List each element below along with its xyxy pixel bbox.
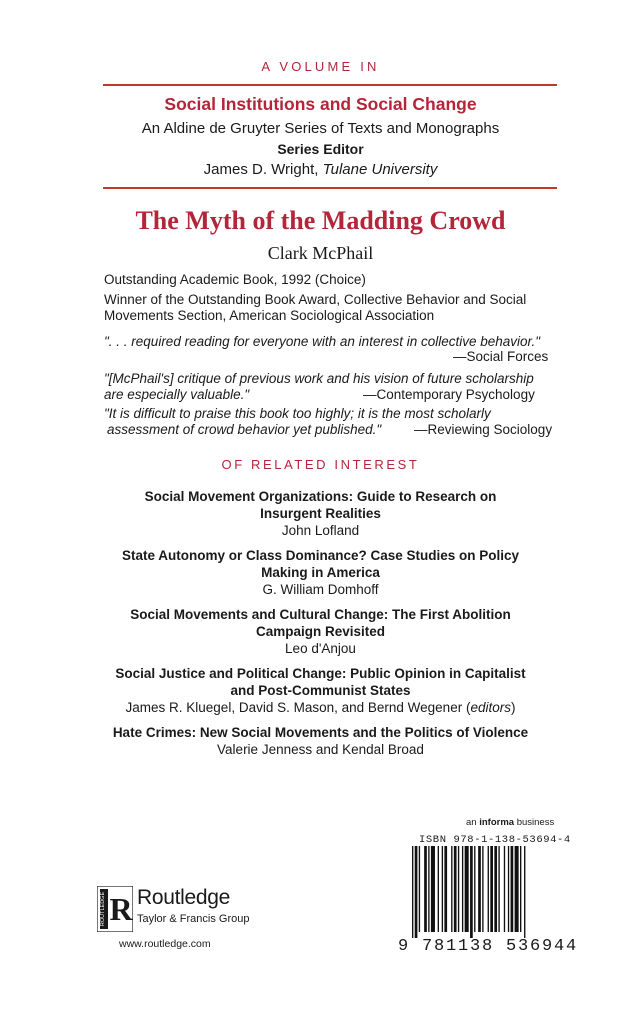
barcode-bar [508, 846, 509, 932]
publisher-url: www.routledge.com [119, 938, 211, 950]
informa-label [466, 817, 554, 828]
series-title: Social Institutions and Social Change [164, 94, 477, 114]
barcode-bar [438, 846, 439, 932]
middle-rule [103, 187, 557, 189]
related-author [0, 699, 641, 716]
isbn-text: ISBN 978-1-138-53694-4 [419, 834, 571, 846]
barcode-bar [451, 846, 452, 932]
related-author-names: James R. Kluegel, David S. Mason, and Bernd Wegener ( [125, 700, 471, 715]
related-title: Making in America [261, 565, 380, 580]
book-title: The Myth of the Madding Crowd [135, 206, 506, 235]
barcode-bars-icon [412, 846, 558, 938]
barcode-bar [474, 846, 475, 932]
barcode-bar [482, 846, 483, 932]
quote-source: —Reviewing Sociology [414, 422, 553, 437]
routledge-logo-icon [97, 886, 133, 932]
series-editor-name: James D. Wright, [203, 161, 323, 178]
top-rule [103, 84, 557, 86]
barcode-bar [412, 846, 413, 938]
barcode [398, 834, 579, 962]
related-title: Social Movements and Cultural Change: The First Abolition [130, 607, 511, 622]
barcode-bar [488, 846, 489, 932]
barcode-bar [494, 846, 497, 932]
barcode-bar [454, 846, 457, 932]
related-author: G. William Domhoff [262, 582, 379, 597]
series-volume-label: A VOLUME IN [261, 59, 380, 74]
informa-brand: informa [479, 817, 515, 828]
barcode-bar [465, 846, 469, 932]
barcode-bar [524, 846, 525, 938]
related-title: State Autonomy or Class Dominance? Case Studies on Policy [121, 548, 520, 563]
series-editor [0, 161, 641, 178]
barcode-bar [424, 846, 427, 932]
related-title: Insurgent Realities [260, 506, 381, 521]
informa-prefix: an [466, 817, 480, 828]
series-editor-affiliation: Tulane University [322, 161, 438, 178]
barcode-digits: 9 781138 536944 [398, 937, 579, 956]
related-title: Hate Crimes: New Social Movements and the Politics of Violence [112, 725, 529, 740]
series-subtitle: An Aldine de Gruyter Series of Texts and Monographs [141, 120, 500, 137]
barcode-bar [444, 846, 447, 932]
informa-suffix: business [514, 817, 555, 828]
barcode-bar [511, 846, 514, 932]
related-author-close: ) [510, 700, 516, 715]
logo-letter: R [109, 891, 133, 927]
award-line: Movements Section, American Sociological Association [104, 308, 435, 323]
related-heading: OF RELATED INTEREST [221, 457, 420, 472]
related-title: Social Movement Organizations: Guide to Research on [144, 489, 497, 504]
related-title: Campaign Revisited [255, 624, 386, 639]
logo-side-text: ROUTLEDGE [100, 891, 106, 927]
barcode-bar [490, 846, 493, 932]
publisher-group: Taylor & Francis Group [137, 913, 250, 925]
quote-text: "It is difficult to praise this book too highly; it is the most scholarly [104, 406, 491, 421]
book-author: Clark McPhail [267, 243, 374, 263]
quote-text: assessment of crowd behavior yet published." [107, 422, 382, 437]
related-author: Valerie Jenness and Kendal Broad [217, 742, 424, 757]
barcode-bar [515, 846, 519, 932]
quote-text: are especially valuable." [104, 387, 250, 402]
publisher-name: Routledge [137, 886, 231, 909]
barcode-bar [504, 846, 505, 932]
barcode-bar [498, 846, 499, 932]
barcode-bar [415, 846, 418, 938]
related-title: Social Justice and Political Change: Public Opinion in Capitalist [115, 666, 526, 681]
series-editor-label: Series Editor [277, 141, 364, 157]
barcode-bar [442, 846, 443, 932]
quote-text: ". . . required reading for everyone with an interest in collective behavior." [104, 334, 541, 349]
barcode-bar [462, 846, 463, 932]
quote-source: —Contemporary Psychology [363, 387, 535, 402]
barcode-bar [419, 846, 420, 932]
related-author-role: editors [470, 700, 511, 715]
barcode-bar [470, 846, 473, 938]
award-line: Outstanding Academic Book, 1992 (Choice) [104, 272, 366, 287]
related-author: John Lofland [281, 523, 360, 538]
barcode-bar [431, 846, 435, 932]
related-author: Leo d'Anjou [285, 641, 356, 656]
quote-source: —Social Forces [453, 349, 549, 364]
barcode-bar [478, 846, 481, 932]
barcode-bar [520, 846, 521, 932]
related-title: and Post-Communist States [230, 683, 411, 698]
award-line: Winner of the Outstanding Book Award, Collective Behavior and Social [104, 292, 527, 307]
quote-text: "[McPhail's] critique of previous work and his vision of future scholarship [104, 371, 534, 386]
barcode-bar [428, 846, 429, 932]
barcode-bar [458, 846, 459, 932]
